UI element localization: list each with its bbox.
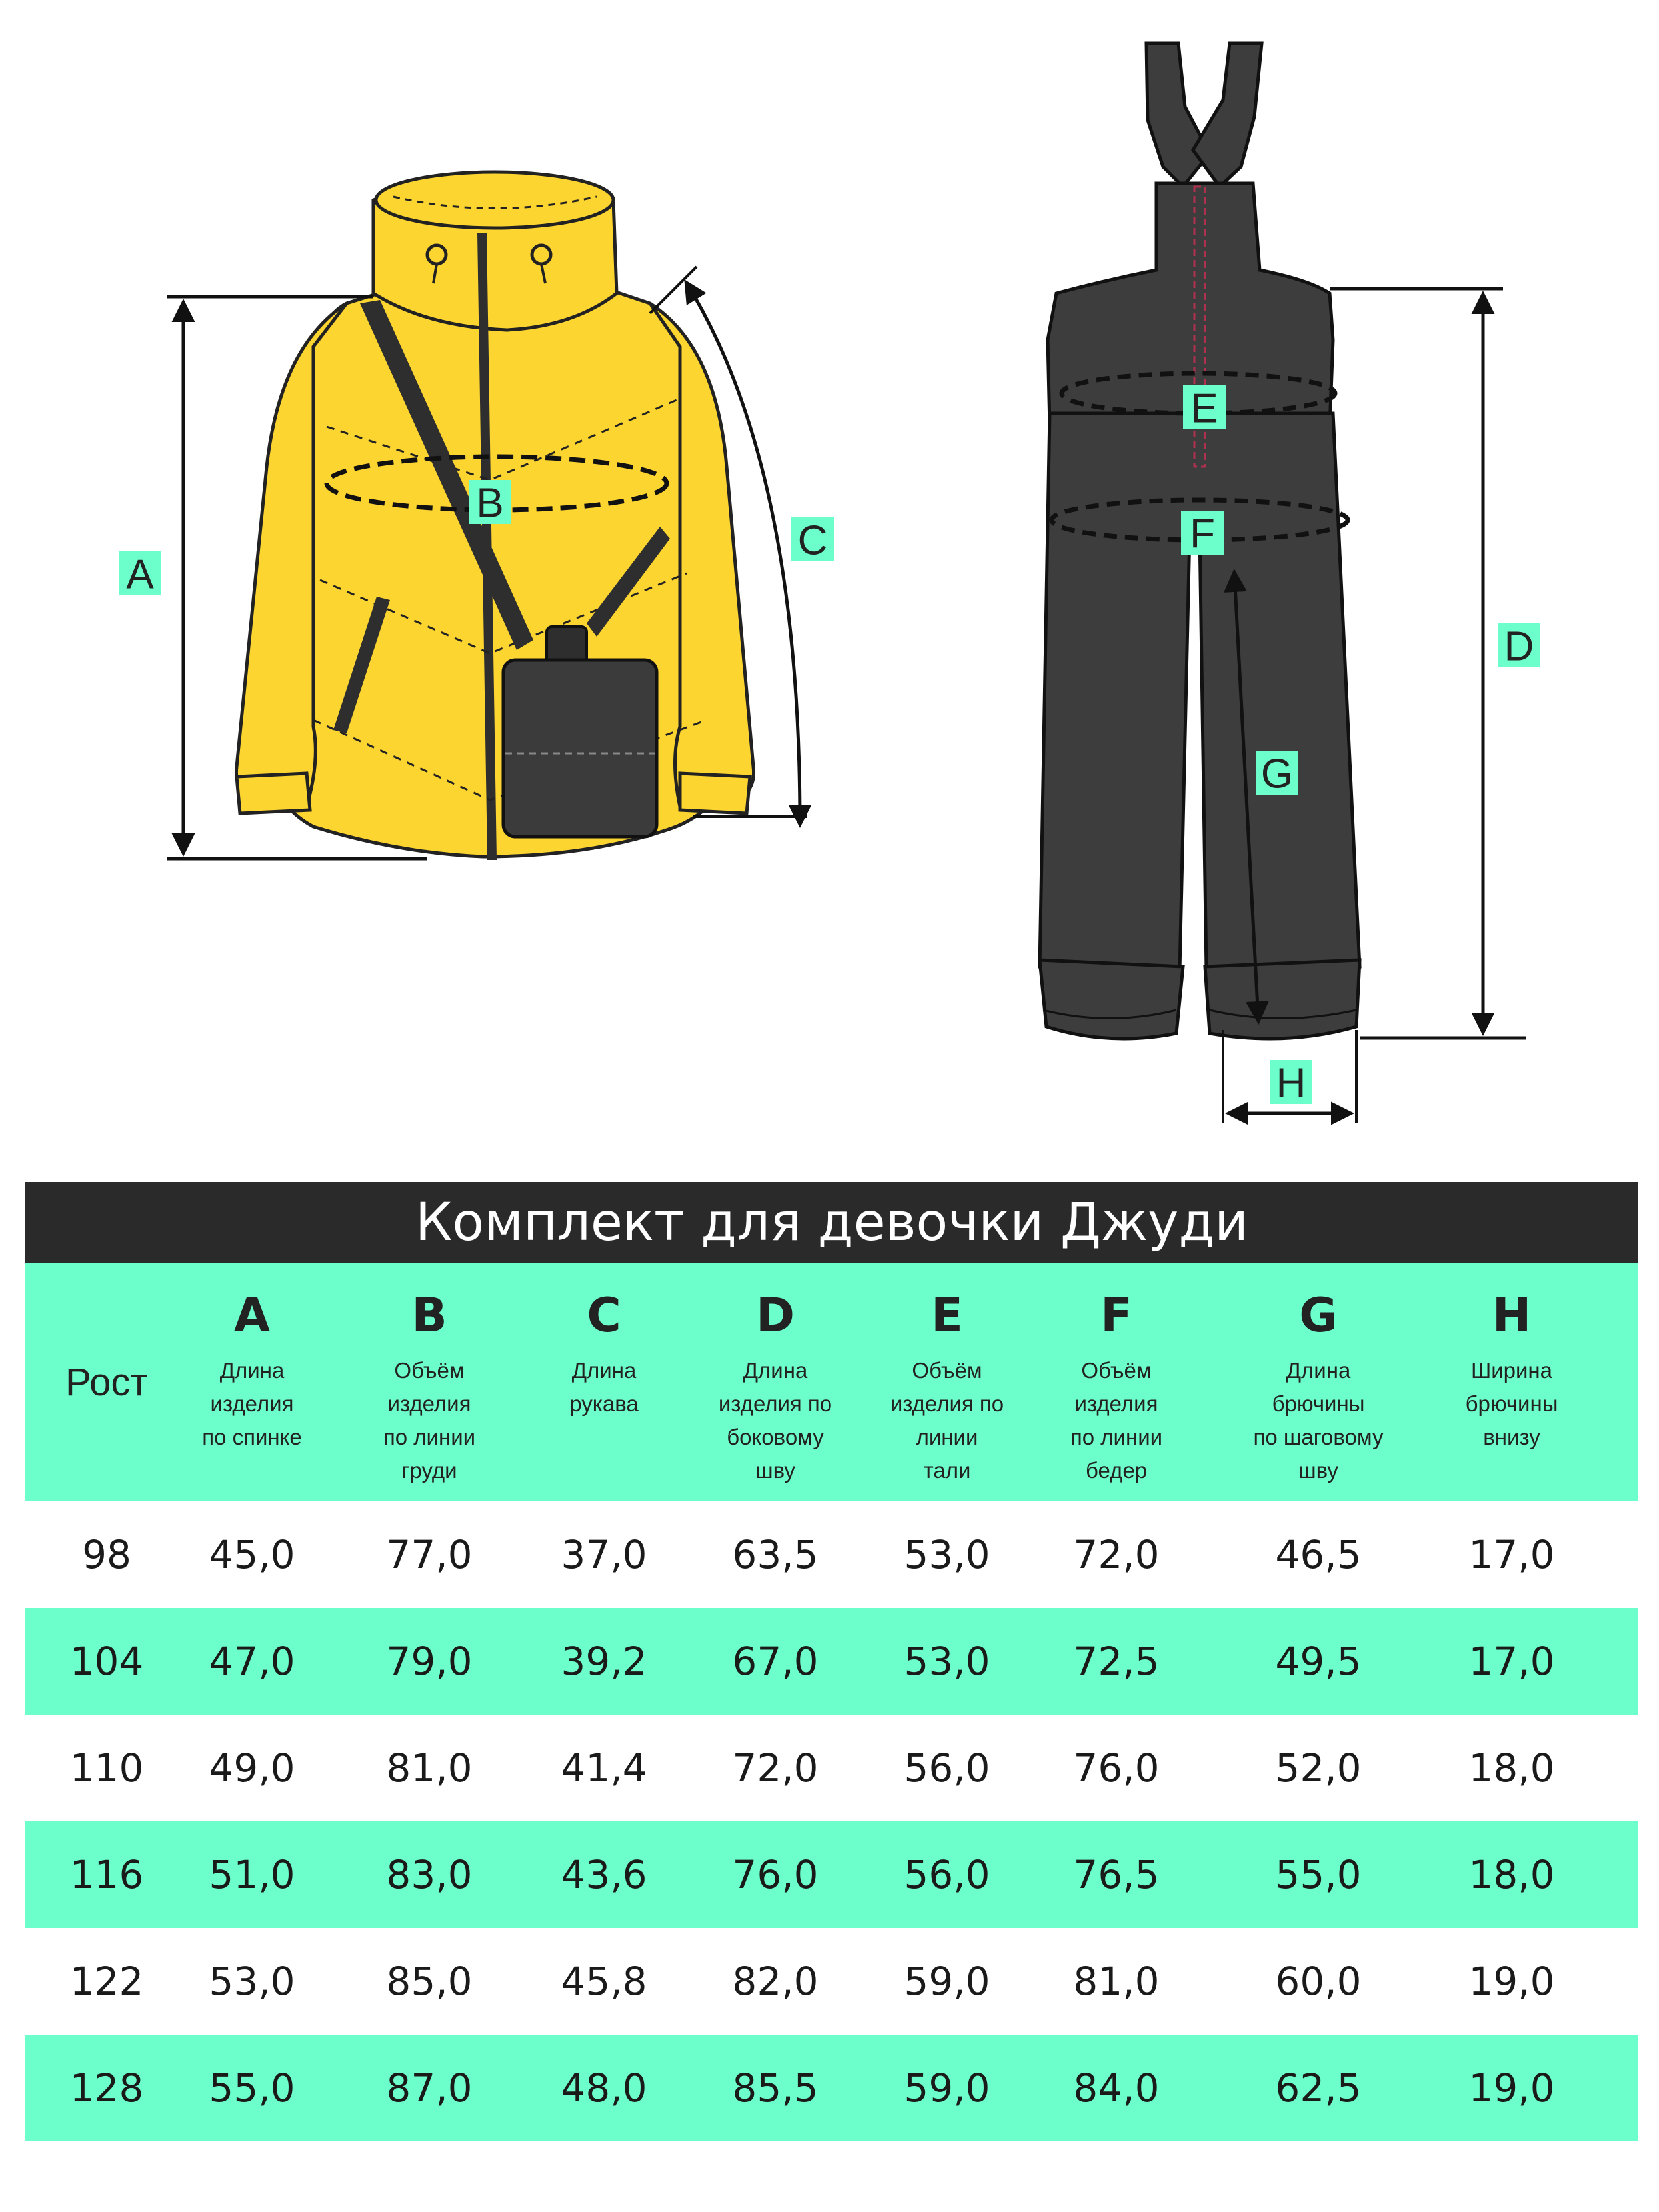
marker-h-label: H	[1276, 1060, 1306, 1107]
column-description: Ширина брючины внизу	[1465, 1358, 1558, 1449]
column-description: Длина брючины по шаговому шву	[1253, 1358, 1384, 1483]
column-letter: E	[931, 1288, 963, 1343]
marker-g-label: G	[1260, 751, 1294, 797]
table-row	[25, 1821, 1638, 1928]
cell-value: 72,0	[1073, 1532, 1160, 1577]
cell-value: 17,0	[1468, 1639, 1555, 1684]
cell-value: 53,0	[904, 1532, 990, 1577]
cell-value: 43,6	[561, 1852, 647, 1897]
marker-a-label: A	[126, 551, 154, 598]
cell-value: 59,0	[904, 1959, 990, 2004]
cell-value: 49,5	[1275, 1639, 1362, 1684]
cell-value: 17,0	[1468, 1532, 1555, 1577]
cell-value: 41,4	[561, 1745, 647, 1791]
marker-h	[1270, 1060, 1312, 1107]
cell-value: 72,0	[732, 1745, 819, 1791]
cell-value: 85,0	[386, 1959, 473, 2004]
marker-d	[1498, 623, 1540, 670]
cell-value: 63,5	[732, 1532, 819, 1577]
column-description: Длина изделия по спинке	[202, 1358, 302, 1449]
marker-e-label: E	[1190, 385, 1218, 432]
column-description: Объём изделия по линии груди	[383, 1358, 476, 1483]
cell-value: 77,0	[386, 1532, 473, 1577]
cell-value: 47,0	[209, 1639, 295, 1684]
rost-header: Рост	[65, 1361, 148, 1404]
column-letter: F	[1100, 1288, 1132, 1343]
column-header-c	[524, 1263, 684, 1501]
cell-value: 72,5	[1073, 1639, 1160, 1684]
cell-value: 76,0	[1073, 1745, 1160, 1791]
column-header-e	[867, 1263, 1027, 1501]
table-body	[25, 1501, 1638, 2141]
cell-value: 45,0	[209, 1532, 295, 1577]
cell-value: 87,0	[386, 2065, 473, 2111]
cell-value: 18,0	[1468, 1745, 1555, 1791]
cell-value: 56,0	[904, 1745, 990, 1791]
column-description: Длина изделия по боковому шву	[718, 1358, 832, 1483]
table-row	[25, 1715, 1638, 1821]
cell-value: 37,0	[561, 1532, 647, 1577]
column-header-a	[172, 1263, 332, 1501]
cell-value: 19,0	[1468, 2065, 1555, 2111]
column-description: Объём изделия по линии бедер	[1070, 1358, 1163, 1483]
marker-c-label: C	[797, 517, 828, 564]
cell-value: 81,0	[386, 1745, 473, 1791]
table-header	[25, 1263, 1638, 1501]
table-row	[25, 2035, 1638, 2141]
cell-value: 53,0	[209, 1959, 295, 2004]
marker-a	[119, 551, 161, 598]
table-row	[25, 1501, 1638, 1608]
column-header-g	[1238, 1263, 1398, 1501]
column-header-d	[695, 1263, 855, 1501]
cell-rost: 116	[69, 1852, 144, 1897]
cell-value: 62,5	[1275, 2065, 1362, 2111]
cell-value: 67,0	[732, 1639, 819, 1684]
table-row	[25, 1928, 1638, 2035]
size-table	[25, 1182, 1638, 2141]
cell-value: 49,0	[209, 1745, 295, 1791]
cell-value: 45,8	[561, 1959, 647, 2004]
cell-rost: 122	[69, 1959, 144, 2004]
cell-rost: 110	[69, 1745, 144, 1791]
marker-g	[1256, 751, 1298, 797]
cell-value: 76,5	[1073, 1852, 1160, 1897]
cell-value: 79,0	[386, 1639, 473, 1684]
cell-value: 76,0	[732, 1852, 819, 1897]
marker-b	[469, 480, 511, 527]
column-letter: B	[411, 1288, 447, 1343]
cell-rost: 128	[69, 2065, 144, 2111]
cell-value: 81,0	[1073, 1959, 1160, 2004]
cell-value: 85,5	[732, 2065, 819, 2111]
cell-rost: 104	[69, 1639, 144, 1684]
cell-value: 53,0	[904, 1639, 990, 1684]
column-letter: D	[755, 1288, 795, 1343]
cell-value: 82,0	[732, 1959, 819, 2004]
marker-d-label: D	[1504, 623, 1534, 670]
marker-b-label: B	[476, 480, 504, 527]
cell-value: 83,0	[386, 1852, 473, 1897]
cell-value: 59,0	[904, 2065, 990, 2111]
cell-value: 18,0	[1468, 1852, 1555, 1897]
cell-value: 56,0	[904, 1852, 990, 1897]
marker-e	[1183, 385, 1226, 432]
cell-value: 60,0	[1275, 1959, 1362, 2004]
column-header-f	[1036, 1263, 1196, 1501]
column-header-b	[349, 1263, 509, 1501]
cell-value: 84,0	[1073, 2065, 1160, 2111]
cell-value: 51,0	[209, 1852, 295, 1897]
column-letter: G	[1299, 1288, 1338, 1343]
column-header-h	[1432, 1263, 1592, 1501]
column-letter: A	[233, 1288, 271, 1343]
cell-value: 55,0	[209, 2065, 295, 2111]
marker-f	[1181, 511, 1224, 557]
cell-value: 52,0	[1275, 1745, 1362, 1791]
table-title: Комплект для девочки Джуди	[25, 1182, 1638, 1263]
table-row	[25, 1608, 1638, 1715]
cell-value: 55,0	[1275, 1852, 1362, 1897]
column-letter: C	[587, 1288, 621, 1343]
column-description: Длина рукава	[569, 1358, 639, 1416]
column-letter: H	[1492, 1288, 1532, 1343]
column-description: Объём изделия по линии тали	[890, 1358, 1004, 1483]
cell-value: 48,0	[561, 2065, 647, 2111]
marker-c	[791, 517, 834, 564]
cell-value: 39,2	[561, 1639, 647, 1684]
marker-f-label: F	[1190, 511, 1215, 557]
cell-value: 19,0	[1468, 1959, 1555, 2004]
cell-value: 46,5	[1275, 1532, 1362, 1577]
cell-rost: 98	[82, 1532, 131, 1577]
